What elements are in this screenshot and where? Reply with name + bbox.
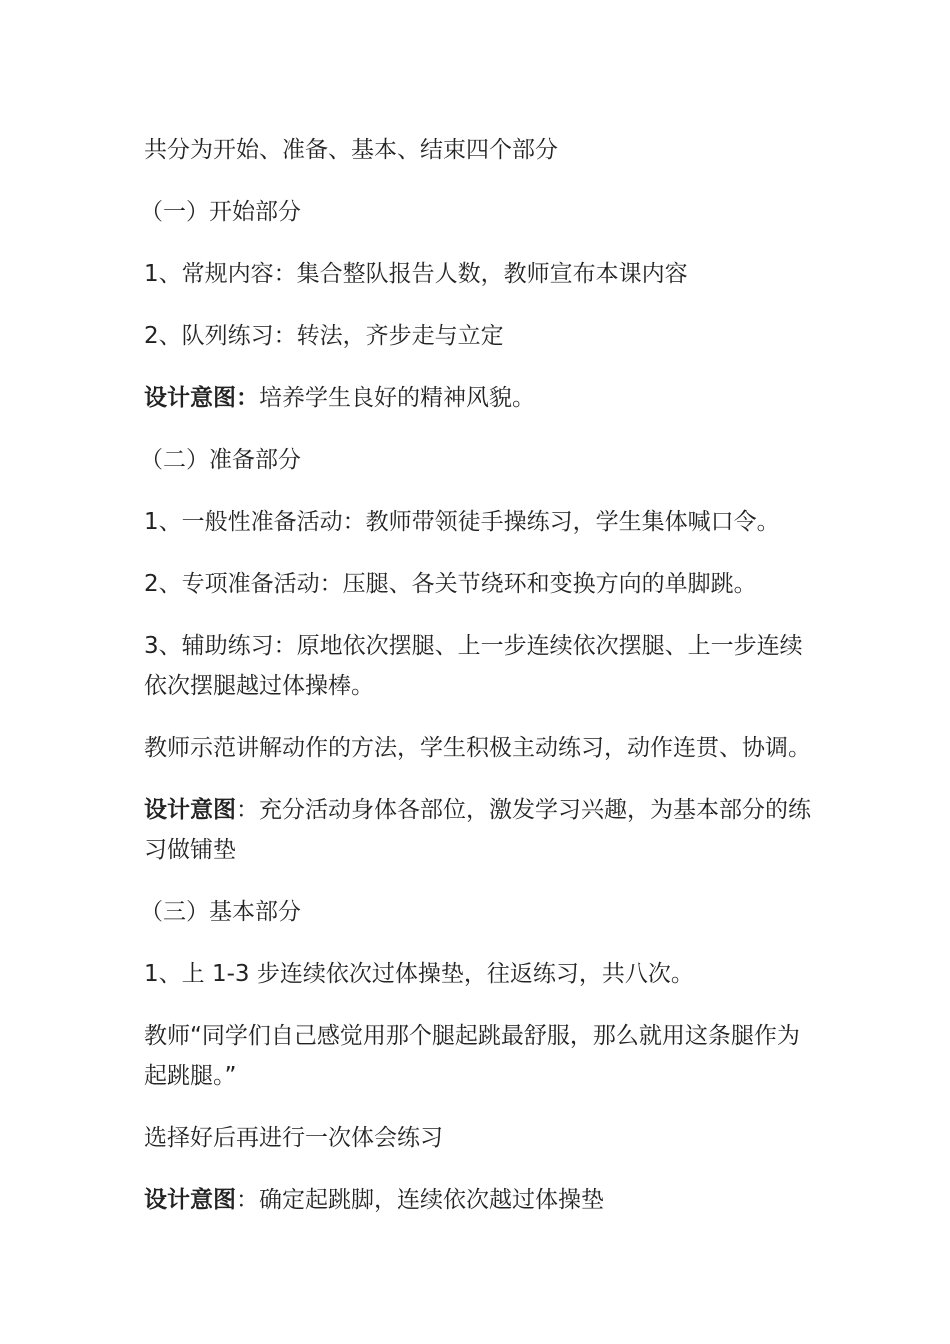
paragraph-text: 教师“同学们自己感觉用那个腿起跳最舒服，那么就用这条腿作为起跳腿。” xyxy=(144,1023,800,1089)
section-heading-basic xyxy=(140,892,814,932)
list-item xyxy=(144,502,814,542)
paragraph-text: 教师示范讲解动作的方法，学生积极主动练习，动作连贯、协调。 xyxy=(144,735,811,761)
note-paragraph xyxy=(144,728,814,768)
list-item-text: 1、上 1-3 步连续依次过体操垫，往返练习，共八次。 xyxy=(144,961,694,987)
intro-paragraph xyxy=(144,130,814,170)
design-intent-label: 设计意图 xyxy=(144,1187,236,1213)
design-intent-paragraph xyxy=(144,1180,814,1220)
design-intent-paragraph xyxy=(144,378,814,418)
list-item xyxy=(144,254,814,294)
document-body xyxy=(140,130,814,1242)
section-heading-start xyxy=(140,192,814,232)
design-intent-text: 培养学生良好的精神风貌。 xyxy=(259,385,535,411)
design-intent-text: ：充分活动身体各部位，激发学习兴趣，为基本部分的练习做铺垫 xyxy=(144,797,811,863)
note-paragraph xyxy=(144,1118,814,1158)
list-item xyxy=(144,626,814,706)
section-heading-prepare xyxy=(140,440,814,480)
design-intent-paragraph xyxy=(144,790,814,870)
list-item xyxy=(144,954,814,994)
design-intent-text: ：确定起跳脚，连续依次越过体操垫 xyxy=(236,1187,604,1213)
design-intent-label: 设计意图 xyxy=(144,797,236,823)
list-item xyxy=(144,564,814,604)
section-heading-text: （三）基本部分 xyxy=(140,899,301,925)
quote-paragraph xyxy=(144,1016,814,1096)
list-item-text: 2、队列练习：转法，齐步走与立定 xyxy=(144,323,504,349)
list-item-text: 1、常规内容：集合整队报告人数，教师宣布本课内容 xyxy=(144,261,688,287)
list-item xyxy=(144,316,814,356)
paragraph-text: 选择好后再进行一次体会练习 xyxy=(144,1125,443,1151)
list-item-text: 1、一般性准备活动：教师带领徒手操练习，学生集体喊口令。 xyxy=(144,509,780,535)
section-heading-text: （一）开始部分 xyxy=(140,199,301,225)
paragraph-text: 共分为开始、准备、基本、结束四个部分 xyxy=(144,137,558,163)
list-item-text: 3、辅助练习：原地依次摆腿、上一步连续依次摆腿、上一步连续依次摆腿越过体操棒。 xyxy=(144,633,803,699)
section-heading-text: （二）准备部分 xyxy=(140,447,301,473)
design-intent-label: 设计意图： xyxy=(144,385,259,411)
list-item-text: 2、专项准备活动：压腿、各关节绕环和变换方向的单脚跳。 xyxy=(144,571,757,597)
